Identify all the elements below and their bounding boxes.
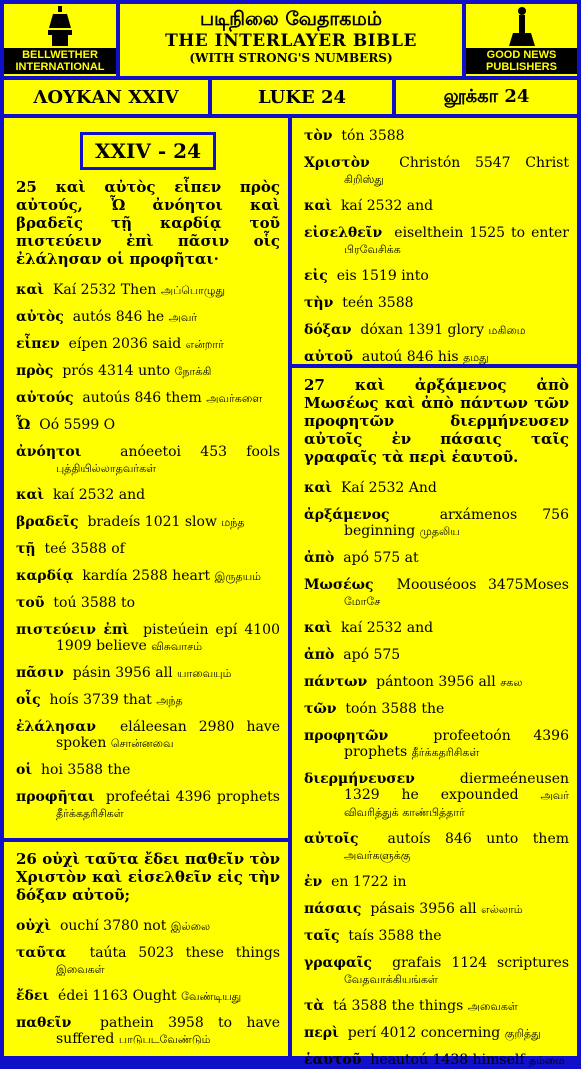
word-entry: Ὦ Oó 5599 O	[16, 417, 116, 433]
word-entry: πρὸς prós 4314 unto நோக்கி	[16, 363, 212, 379]
word-entry: οἱ hoi 3588 the	[16, 762, 131, 778]
word-entry: βραδεῖς bradeís 1021 slow மந்த	[16, 514, 245, 530]
word-entry: Μωσέως Moouséoos 3475Moses மோசே	[304, 577, 569, 608]
word-entry: ταῦτα taúta 5023 these things இவைகள்	[16, 945, 281, 976]
verse-26-panel	[4, 842, 288, 1056]
word-entry: τὰ tá 3588 the things அவைகள்	[304, 998, 518, 1014]
word-entry: καὶ kaí 2532 and	[304, 198, 434, 214]
verse-26-entries	[16, 918, 280, 1048]
word-entry: ἀπὸ apó 575 at	[304, 550, 419, 566]
word-entry: καὶ Kaí 2532 And	[304, 480, 437, 496]
verse-27-panel	[292, 368, 577, 1068]
left-logo-text: BELLWETHER INTERNATIONAL	[4, 48, 116, 74]
verse-27-entries	[304, 480, 569, 1069]
word-entry: διερμήνευσεν diermeéneusen 1329 he expounded அவர் விவரித்துக் காண்பித்தார்	[304, 771, 569, 819]
title-tamil: படிநிலை வேதாகமம்	[199, 8, 383, 30]
word-entry: γραφαῖς grafais 1124 scriptures வேதவாக்கியங்கள்	[304, 955, 570, 986]
word-entry: καὶ kaí 2532 and	[304, 620, 434, 636]
verse-25-greek: 25 καὶ αὐτὸς εἶπεν πρὸς αὐτούς, Ὦ ἀνόητοι καὶ βραδεῖς τῇ καρδίᾳ τοῦ πιστεύειν ἐπὶ πᾶσιν οἷς ἐλάλησαν οἱ προφῆται·	[16, 178, 280, 268]
word-entry: τῇ teé 3588 of	[16, 541, 125, 557]
word-entry: Χριστὸν Christón 5547 Christ கிறிஸ்து	[304, 155, 569, 186]
word-entry: εἰσελθεῖν eiselthein 1525 to enter பிரவேசிக்க	[304, 225, 569, 256]
ref-tamil: லூக்கா 24	[396, 80, 577, 114]
word-entry: πᾶσιν pásin 3956 all யாவையும்	[16, 665, 232, 681]
verse-25-entries	[16, 282, 280, 822]
word-entry: αὐτὸς autós 846 he அவர்	[16, 309, 198, 325]
word-entry: πάντων pántoon 3956 all சகல	[304, 674, 523, 690]
word-entry: περὶ perí 4012 concerning குறித்து	[304, 1025, 541, 1041]
word-entry: ἀρξάμενος arxámenos 756 beginning முதலிய	[304, 507, 569, 539]
word-entry: οὐχὶ ouchí 3780 not இல்லை	[16, 918, 211, 934]
bell-tower-icon	[45, 6, 75, 46]
word-entry: ἑαυτοῦ heautoú 1438 himself தம்மை	[304, 1052, 565, 1068]
verse-25-panel	[4, 118, 288, 838]
title-block	[120, 4, 462, 76]
word-entry: καὶ kaí 2532 and	[16, 487, 146, 503]
word-entry: ἀνόητοι anóeetoi 453 fools புத்தியில்லாதவர்கள்	[16, 444, 281, 475]
word-entry: οἷς hoís 3739 that அந்த	[16, 692, 183, 708]
word-entry: πάσαις pásais 3956 all எல்லாம்	[304, 901, 523, 917]
word-entry: ἐλάλησαν eláleesan 2980 have spoken சொன்னவை	[16, 719, 281, 751]
word-entry: αὐτοῖς autoís 846 unto them அவர்களுக்கு	[304, 831, 569, 862]
word-entry: τῶν toón 3588 the	[304, 701, 445, 717]
word-entry: καρδίᾳ kardía 2588 heart இருதயம்	[16, 568, 261, 584]
right-logo-text: GOOD NEWS PUBLISHERS	[466, 48, 577, 74]
ref-greek: ΛΟΥΚΑΝ XXIV	[4, 80, 208, 114]
word-entry: αὐτούς autoús 846 them அவர்களை	[16, 390, 263, 406]
word-entry: προφῆται profeétai 4396 prophets தீர்க்கதரிசிகள்	[16, 789, 280, 820]
word-entry: τὸν tón 3588	[304, 128, 405, 144]
word-entry: παθεῖν pathein 3958 to have suffered பாடுபடவேண்டும்	[16, 1015, 280, 1047]
good-news-logo	[466, 4, 577, 76]
word-entry: εἰς eis 1519 into	[304, 268, 429, 284]
bellwether-logo	[4, 4, 116, 76]
word-entry: πιστεύειν ἐπὶ pisteúein epí 4100 1909 believe விசுவாசம்	[16, 622, 280, 654]
word-entry: ἐν en 1722 in	[304, 874, 407, 890]
verse-27-greek: 27 καὶ ἀρξάμενος ἀπὸ Μωσέως καὶ ἀπὸ πάντων τῶν προφητῶν διερμήνευσεν αὐτοῖς ἐν πάσαις ταῖς γραφαῖς τὰ περὶ ἑαυτοῦ.	[304, 376, 569, 466]
verse-26-cont-panel	[292, 118, 577, 364]
word-entry: τοῦ toú 3588 to	[16, 595, 136, 611]
word-entry: ταῖς taís 3588 the	[304, 928, 442, 944]
word-entry: εἶπεν eípen 2036 said என்றார்	[16, 336, 224, 352]
word-entry: αὐτοῦ autoú 846 his தமது	[304, 349, 489, 365]
title-main: THE INTERLAYER BIBLE	[165, 31, 417, 51]
word-entry: καὶ Kaí 2532 Then அப்பொழுது	[16, 282, 226, 298]
ref-english: LUKE 24	[212, 80, 392, 114]
lamp-icon	[507, 6, 537, 46]
word-entry: προφητῶν profeetoón 4396 prophets தீர்க்கதரிசிகள்	[304, 728, 569, 760]
word-entry: δόξαν dóxan 1391 glory மகிமை	[304, 322, 526, 338]
chapter-heading: XXIV - 24	[80, 132, 216, 170]
word-entry: τὴν teén 3588	[304, 295, 414, 311]
title-subtitle: (WITH STRONG'S NUMBERS)	[189, 51, 393, 65]
verse-26-greek: 26 οὐχὶ ταῦτα ἔδει παθεῖν τὸν Χριστὸν καὶ εἰσελθεῖν εἰς τὴν δόξαν αὐτοῦ;	[16, 850, 280, 904]
word-entry: ἀπὸ apó 575	[304, 647, 401, 663]
word-entry: ἔδει édei 1163 Ought வேண்டியது	[16, 988, 242, 1004]
